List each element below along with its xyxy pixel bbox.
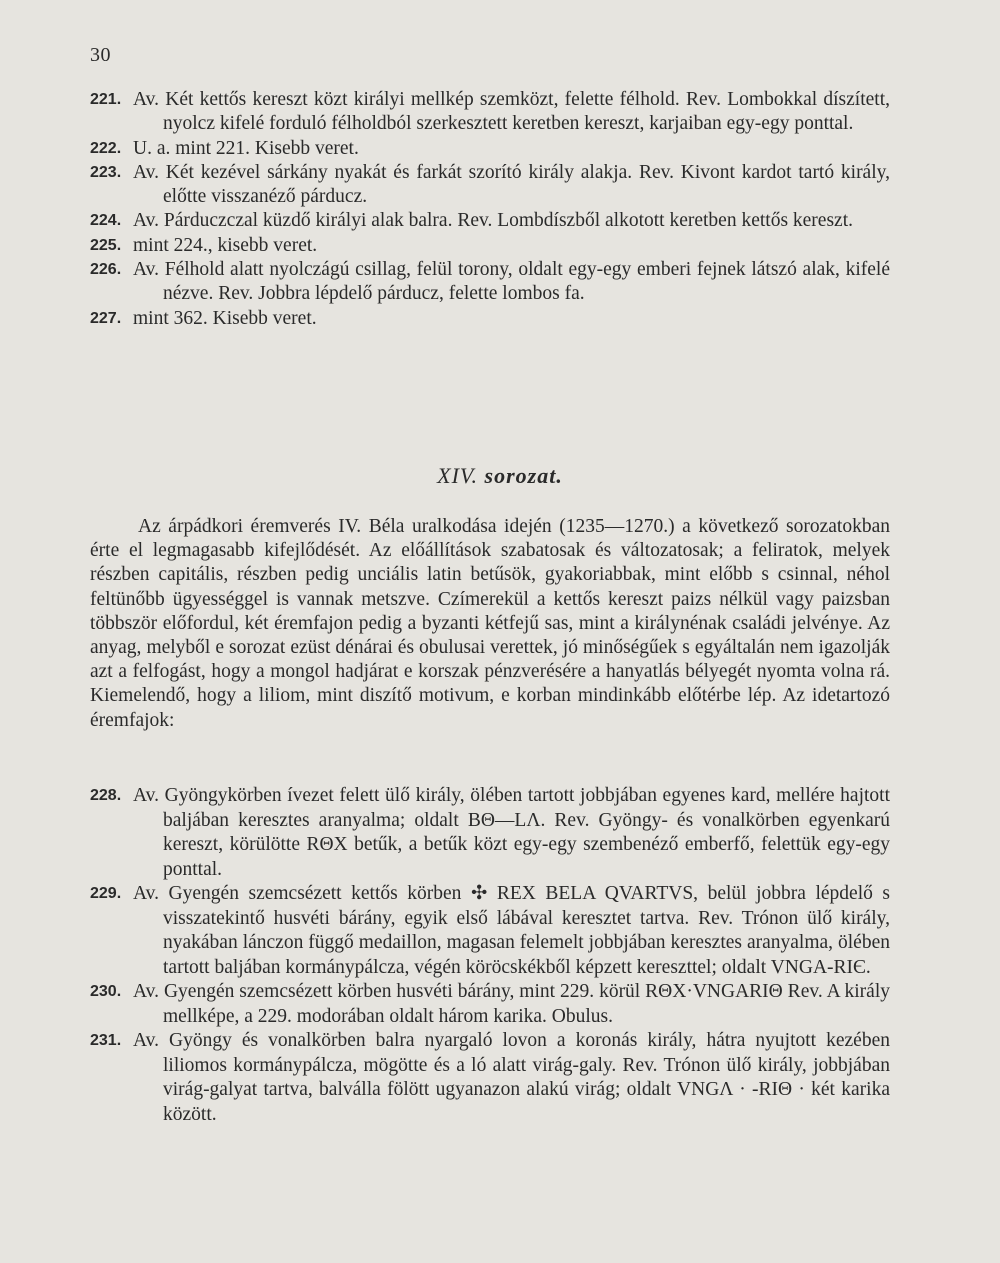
section-roman-numeral: XIV. [437, 463, 479, 488]
entry-text: a. mint 221. Kisebb veret. [156, 137, 359, 159]
entry-lead: mint [133, 234, 169, 256]
entry-number: 225. [90, 236, 122, 254]
catalog-entry-222 [90, 137, 890, 161]
section-label: sorozat. [484, 463, 563, 488]
entry-number: 229. [90, 885, 122, 902]
entry-text: Gyöngykörben ívezet felett ülő király, ölében tartott jobbjában egyenes kard, mellére hajtott baljában keresztes aranyalma; oldalt BΘ—LΛ. Rev. Gyöngy- és vonalkörben egyenkarú kereszt, körülötte RΘX betűk, a betűk közt egy-egy szembenéző emberfő, felettük egy-egy ponttal. [163, 785, 890, 880]
entry-lead: Av. [133, 210, 159, 232]
entry-number: 230. [90, 983, 122, 1000]
catalog-entry-225 [90, 234, 890, 258]
catalog-entry-221 [90, 88, 890, 137]
entry-lead: Av. [133, 89, 159, 110]
entry-text: Félhold alatt nyolczágú csillag, felül torony, oldalt egy-egy emberi fejnek látszó alak, kifelé nézve. Rev. Jobbra lépdelő párducz, felette lombos fa. [163, 259, 890, 305]
entry-number: 227. [90, 309, 122, 327]
catalog-entry-231 [90, 1029, 890, 1127]
entry-number: 228. [90, 787, 122, 804]
entry-text: Gyöngy és vonalkörben balra nyargaló lovon a koronás király, hátra nyujtott kezében liliomos kormánypálcza, mögötte és a ló alatt virág-galy. Rev. Trónon ülő király, jobbjában virág-galyat tartva, balválla fölött ugyanazon alakú virág; oldalt VNGΛ · -RIΘ · két karika között. [163, 1030, 890, 1125]
entry-lead: Av. [133, 1030, 159, 1051]
entry-lead: Av. [133, 785, 159, 806]
entry-lead: Av. [133, 981, 159, 1002]
entry-lead: Av. [133, 259, 159, 281]
entry-lead: Av. [133, 161, 159, 183]
intro-paragraph: Az árpádkori éremverés IV. Béla uralkodása idején (1235—1270.) a következő sorozatokban érte el legmagasabb kifejlődését. Az előállítások szabatosak és változatosak; a feliratok, melyek részben capitális, részben pedig unciális latin betűsök, gyakoriabbak, mint előbb s csinnal, néhol feltünőbb ügyességgel is vannak metszve. Czímerekül a kettős kereszt paizs nélkül vagy paizsban többször előfordul, két éremfajon pedig a byzanti kétfejű sas, mint a királynénak családi jelvénye. Az anyag, melyből e sorozat ezüst dénárai és obulusai verettek, jó minőségűek s egyáltalán nem igazolják azt a felfogást, hogy a mongol hadjárat e korszak pénzverésére a hanyatlás bélyegét nyomta volna rá. Kiemelendő, hogy a liliom, mint diszítő motivum, e korban mindinkább előtérbe lép. Az idetartozó éremfajok: [90, 516, 890, 731]
catalog-entry-227 [90, 307, 890, 331]
catalog-entry-229 [90, 882, 890, 980]
catalog-entry-228 [90, 784, 890, 882]
entry-text: Gyengén szemcsézett kettős körben ✣ REX BELA QVARTVS, belül jobbra lépdelő s visszatekintő husvéti bárány, egyik első lábával keresztet tartva. Rev. Trónon ülő király, nyakában lánczon függő medaillon, magasan felemelt jobbjában keresztes aranyalma, ölében tartott baljában kormánypálcza, végén köröcskékből képzett kereszttel; oldalt VNGA-RIЄ. [163, 883, 890, 978]
catalog-entries-before [90, 88, 890, 331]
entry-text: 362. Kisebb veret. [173, 307, 317, 329]
entry-number: 231. [90, 1032, 122, 1049]
entry-lead: mint [133, 307, 169, 329]
entry-number: 226. [90, 261, 122, 279]
entry-lead: U. [133, 137, 152, 159]
catalog-entry-223 [90, 161, 890, 210]
entry-number: 224. [90, 212, 122, 230]
entry-text: Két kettős kereszt közt királyi mellkép szemközt, felette félhold. Rev. Lombokkal díszített, nyolcz kifelé forduló félholdból szerkesztett keretben kereszt, karjaiban egy-egy ponttal. [163, 89, 891, 135]
section-heading [0, 463, 1000, 489]
entry-lead: Av. [133, 883, 159, 904]
entry-text: Gyengén szemcsézett körben husvéti bárány, mint 229. körül RΘX·VNGARIΘ Rev. A király mellképe, a 229. modorában oldalt három karika. Obulus. [163, 981, 891, 1027]
entry-number: 221. [90, 91, 122, 108]
entry-number: 222. [90, 139, 122, 157]
entry-text: 224., kisebb veret. [173, 234, 318, 256]
entry-number: 223. [90, 163, 122, 181]
catalog-entries-after [90, 784, 890, 1127]
catalog-entry-230 [90, 980, 890, 1029]
page-number: 30 [90, 44, 111, 66]
catalog-entry-224 [90, 209, 890, 233]
catalog-entry-226 [90, 258, 890, 307]
entry-text: Párduczczal küzdő királyi alak balra. Rev. Lombdíszből alkotott keretben kettős kereszt. [163, 210, 853, 232]
entry-text: Két kezével sárkány nyakát és farkát szorító király alakja. Rev. Kivont kardot tartó király, előtte visszanéző párducz. [163, 161, 890, 208]
